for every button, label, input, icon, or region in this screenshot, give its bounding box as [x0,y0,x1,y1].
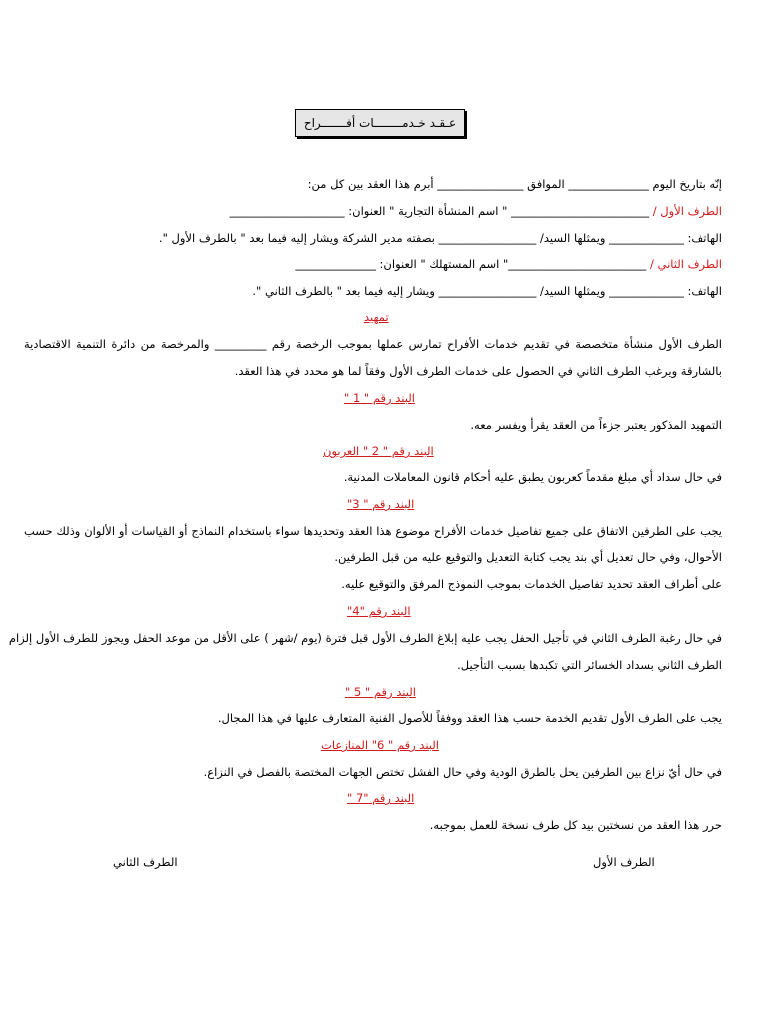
clause-1-text: التمهيد المذكور يعتبر جزءاً من العقد يقرأ ويفسر معه. [470,418,722,432]
clause-5-text: يجب على الطرف الأول تقديم الخدمة حسب هذا العقد ووفقاً للأصول الفنية المتعارف عليها في هذا المجال. [217,711,722,725]
party1-line1-rest: ________________________ " اسم المنشأة التجارية " العنوان: ____________________ [229,204,653,218]
clause-3-line1: يجب على الطرفين الاتفاق على جميع تفاصيل خدمات الأفراح موضوع هذا العقد وتحديدها سواء باستخدام النماذج أو القياسات أو الألوان وذلك حسب [24,524,722,538]
party1-line2: الهاتف: _____________ ويمثلها السيد/ _________________ بصفته مدير الشركة ويشار إليه فيما بعد " بالطرف الأول ". [158,231,722,245]
clause-2-text: في حال سداد أي مبلغ مقدماً كعربون يطبق عليه أحكام قانون المعاملات المدنية. [343,470,722,484]
clause-4-heading: البند رقم "4" [347,604,411,618]
party2-line1 [295,256,722,272]
preamble-line2: بالشارقة ويرغب الطرف الثاني في الحصول على خدمات الطرف الأول وفقاً لما هو محدد في هذا العقد. [234,364,722,378]
preamble-heading: تمهيد [364,310,389,324]
clause-7-heading: البند رقم "7 " [347,791,415,805]
clause-6-text: في حال أيّ نزاع بين الطرفين يحل بالطرق الودية وفي حال الفشل تختص الجهات المختصة بالفصل في النزاع. [203,765,722,779]
clause-3-line3: على أطراف العقد تحديد تفاصيل الخدمات بموجب النموذج المرفق والتوقيع عليه. [341,577,722,591]
clause-3-heading: البند رقم " 3" [347,497,415,511]
party1-line1 [230,203,722,219]
clause-1-heading: البند رقم " 1 " [344,391,415,405]
party1-label: الطرف الأول / [652,204,722,218]
clause-7-text: حرر هذا العقد من نسختين بيد كل طرف نسخة للعمل بموجبه. [429,818,722,832]
clause-3-line2: الأحوال، وفي حال تعديل أي بند يجب كتابة التعديل والتوقيع عليه من قبل الطرفين. [334,550,722,564]
clause-4-line1: في حال رغبة الطرف الثاني في تأجيل الحفل يجب عليه إبلاغ الطرف الأول قبل فترة (يوم /شهر ) على الأقل من موعد الحفل ويجوز للطرف الأول إلزام [8,631,722,645]
clause-2-heading: البند رقم " 2 " العربون [323,444,434,458]
party2-line2: الهاتف: _____________ ويمثلها السيد/ _________________ ويشار إليه فيما بعد " بالطرف الثاني ". [252,284,722,298]
preamble-line1: الطرف الأول منشأة متخصصة في تقديم خدمات الأفراح تمارس عملها بموجب الرخصة رقم _________ والمرخصة من دائرة التنمية الاقتصادية [24,337,722,351]
clause-4-line2: الطرف الثاني بسداد الخسائر التي تكبدها بسبب التأجيل. [457,658,722,672]
intro-line: إنّه بتاريخ اليوم ______________ الموافق _______________ أبرم هذا العقد بين كل من: [307,177,722,191]
contract-title: عـقـد خـدمــــــــات أفـــــــراح [295,109,465,137]
party2-label: الطرف الثاني / [649,257,722,271]
clause-6-heading: البند رقم " 6" المنازعات [321,738,439,752]
signature-second-party: الطرف الثاني [113,855,178,869]
clause-5-heading: البند رقم " 5 " [345,685,416,699]
signature-first-party: الطرف الأول [593,855,655,869]
party2-line1-rest: ________________________" اسم المستهلك " العنوان: ______________ [295,257,650,271]
